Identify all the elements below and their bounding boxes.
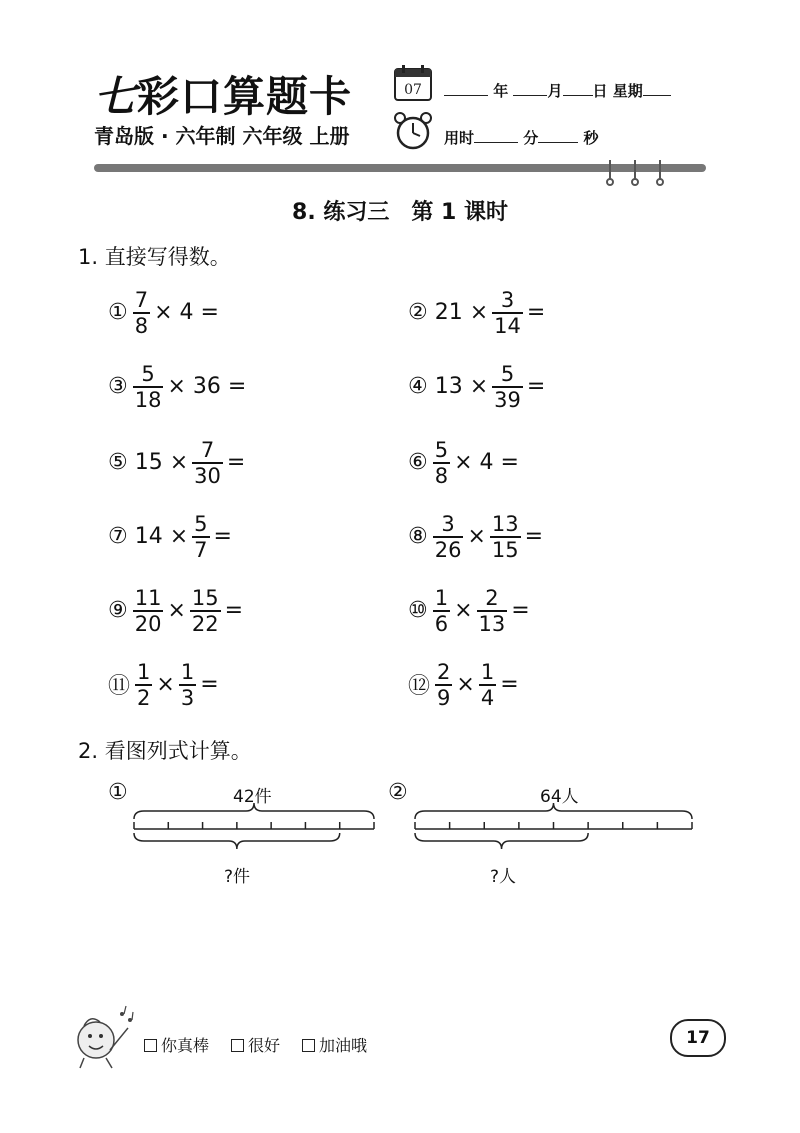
numerator: 5 [141, 362, 155, 386]
page-number: 17 [670, 1019, 726, 1057]
rating-option-2[interactable]: 很好 [231, 1033, 280, 1056]
item-number: ① [108, 300, 128, 326]
numerator: 1 [180, 660, 195, 684]
diagram1-top-label: 42件 [233, 787, 272, 807]
rating-option-3[interactable]: 加油哦 [302, 1033, 367, 1056]
expression-text: 15 × [134, 450, 189, 476]
denominator: 14 [494, 313, 521, 338]
item-number: ⑫ [408, 674, 431, 700]
denominator: 22 [191, 611, 219, 636]
numerator: 15 [191, 586, 219, 610]
numerator: 2 [485, 586, 499, 610]
denominator: 13 [478, 611, 506, 636]
expression-text: = [500, 672, 519, 698]
denominator: 9 [437, 685, 451, 710]
date-line: 年 月 日 星期 [444, 80, 671, 101]
numerator: 2 [437, 660, 451, 684]
numerator: 7 [200, 438, 215, 462]
numerator: 5 [194, 512, 208, 536]
diagram2 [415, 803, 692, 849]
numerator: 11 [134, 586, 162, 610]
expression-text: × 4 = [154, 300, 219, 326]
item-number: ⑧ [408, 524, 428, 550]
expression-text: = [213, 524, 232, 550]
diagram2-top-label: 64人 [540, 787, 579, 807]
numerator: 1 [137, 660, 151, 684]
item-number: ⑨ [108, 598, 128, 624]
denominator: 8 [134, 313, 149, 338]
denominator: 18 [134, 387, 162, 412]
top-brace [415, 803, 692, 819]
checkbox-icon[interactable] [231, 1039, 244, 1052]
denominator: 4 [480, 685, 495, 710]
item-number: ⑤ [108, 450, 128, 476]
denominator: 2 [137, 685, 151, 710]
numerator: 5 [500, 362, 515, 386]
item-number: ⑪ [108, 674, 131, 700]
numerator: 3 [500, 288, 515, 312]
mascot-icon [70, 1004, 136, 1070]
denominator: 39 [494, 387, 521, 412]
item-number: ⑩ [408, 598, 428, 624]
diagram1-number: ① [108, 780, 128, 805]
item-number: ③ [108, 374, 128, 400]
denominator: 30 [194, 463, 221, 488]
numerator: 3 [441, 512, 455, 536]
bottom-brace [415, 833, 588, 849]
bottom-brace [134, 833, 340, 849]
denominator: 15 [491, 537, 519, 562]
expression-text: 13 × [434, 374, 489, 400]
numerator: 7 [134, 288, 149, 312]
numerator: 13 [491, 512, 519, 536]
item-number: ④ [408, 374, 428, 400]
denominator: 3 [180, 685, 195, 710]
numerator: 5 [434, 438, 449, 462]
expression-text: × 4 = [454, 450, 519, 476]
expression-text: × 36 = [167, 374, 247, 400]
item-number: ⑦ [108, 524, 128, 550]
denominator: 26 [434, 537, 462, 562]
denominator: 6 [434, 611, 449, 636]
denominator: 7 [194, 537, 208, 562]
diagram1 [134, 803, 374, 849]
expression-text: = [226, 450, 246, 476]
expression-text: = [511, 598, 530, 624]
rating-option-1[interactable]: 你真棒 [144, 1033, 209, 1056]
item-number: ② [408, 300, 428, 326]
lesson-title: 8. 练习三 第 1 课时 [292, 200, 508, 225]
top-brace [134, 803, 374, 819]
section2-title: 2. 看图列式计算。 [78, 739, 252, 763]
calendar-day: 07 [404, 82, 422, 98]
expression-text: = [524, 524, 544, 550]
expression-text: = [200, 672, 219, 698]
diagram1-bottom-label: ?件 [224, 867, 251, 887]
expression-text: = [526, 374, 546, 400]
expression-text: 14 × [134, 524, 189, 550]
expression-text: = [224, 598, 244, 624]
expression-text: × [156, 672, 175, 698]
expression-text: × [454, 598, 473, 624]
denominator: 8 [434, 463, 449, 488]
checkbox-icon[interactable] [144, 1039, 157, 1052]
expression-text: × [167, 598, 186, 624]
section1-title: 1. 直接写得数。 [78, 245, 231, 269]
expression-text: × [467, 524, 486, 550]
expression-text: = [526, 300, 546, 326]
expression-text: × [456, 672, 475, 698]
expression-text: 21 × [434, 300, 489, 326]
diagram2-number: ② [388, 780, 408, 805]
numerator: 1 [434, 586, 449, 610]
time-line: 用时 分 秒 [444, 129, 599, 147]
edition-label: 青岛版 · 六年制 六年级 上册 [94, 124, 350, 148]
denominator: 20 [134, 611, 162, 636]
item-number: ⑥ [408, 450, 428, 476]
numerator: 1 [480, 660, 495, 684]
brand-title: 七彩口算题卡 [94, 72, 353, 121]
diagram2-bottom-label: ?人 [490, 867, 517, 887]
checkbox-icon[interactable] [302, 1039, 315, 1052]
self-rating [144, 1033, 367, 1056]
